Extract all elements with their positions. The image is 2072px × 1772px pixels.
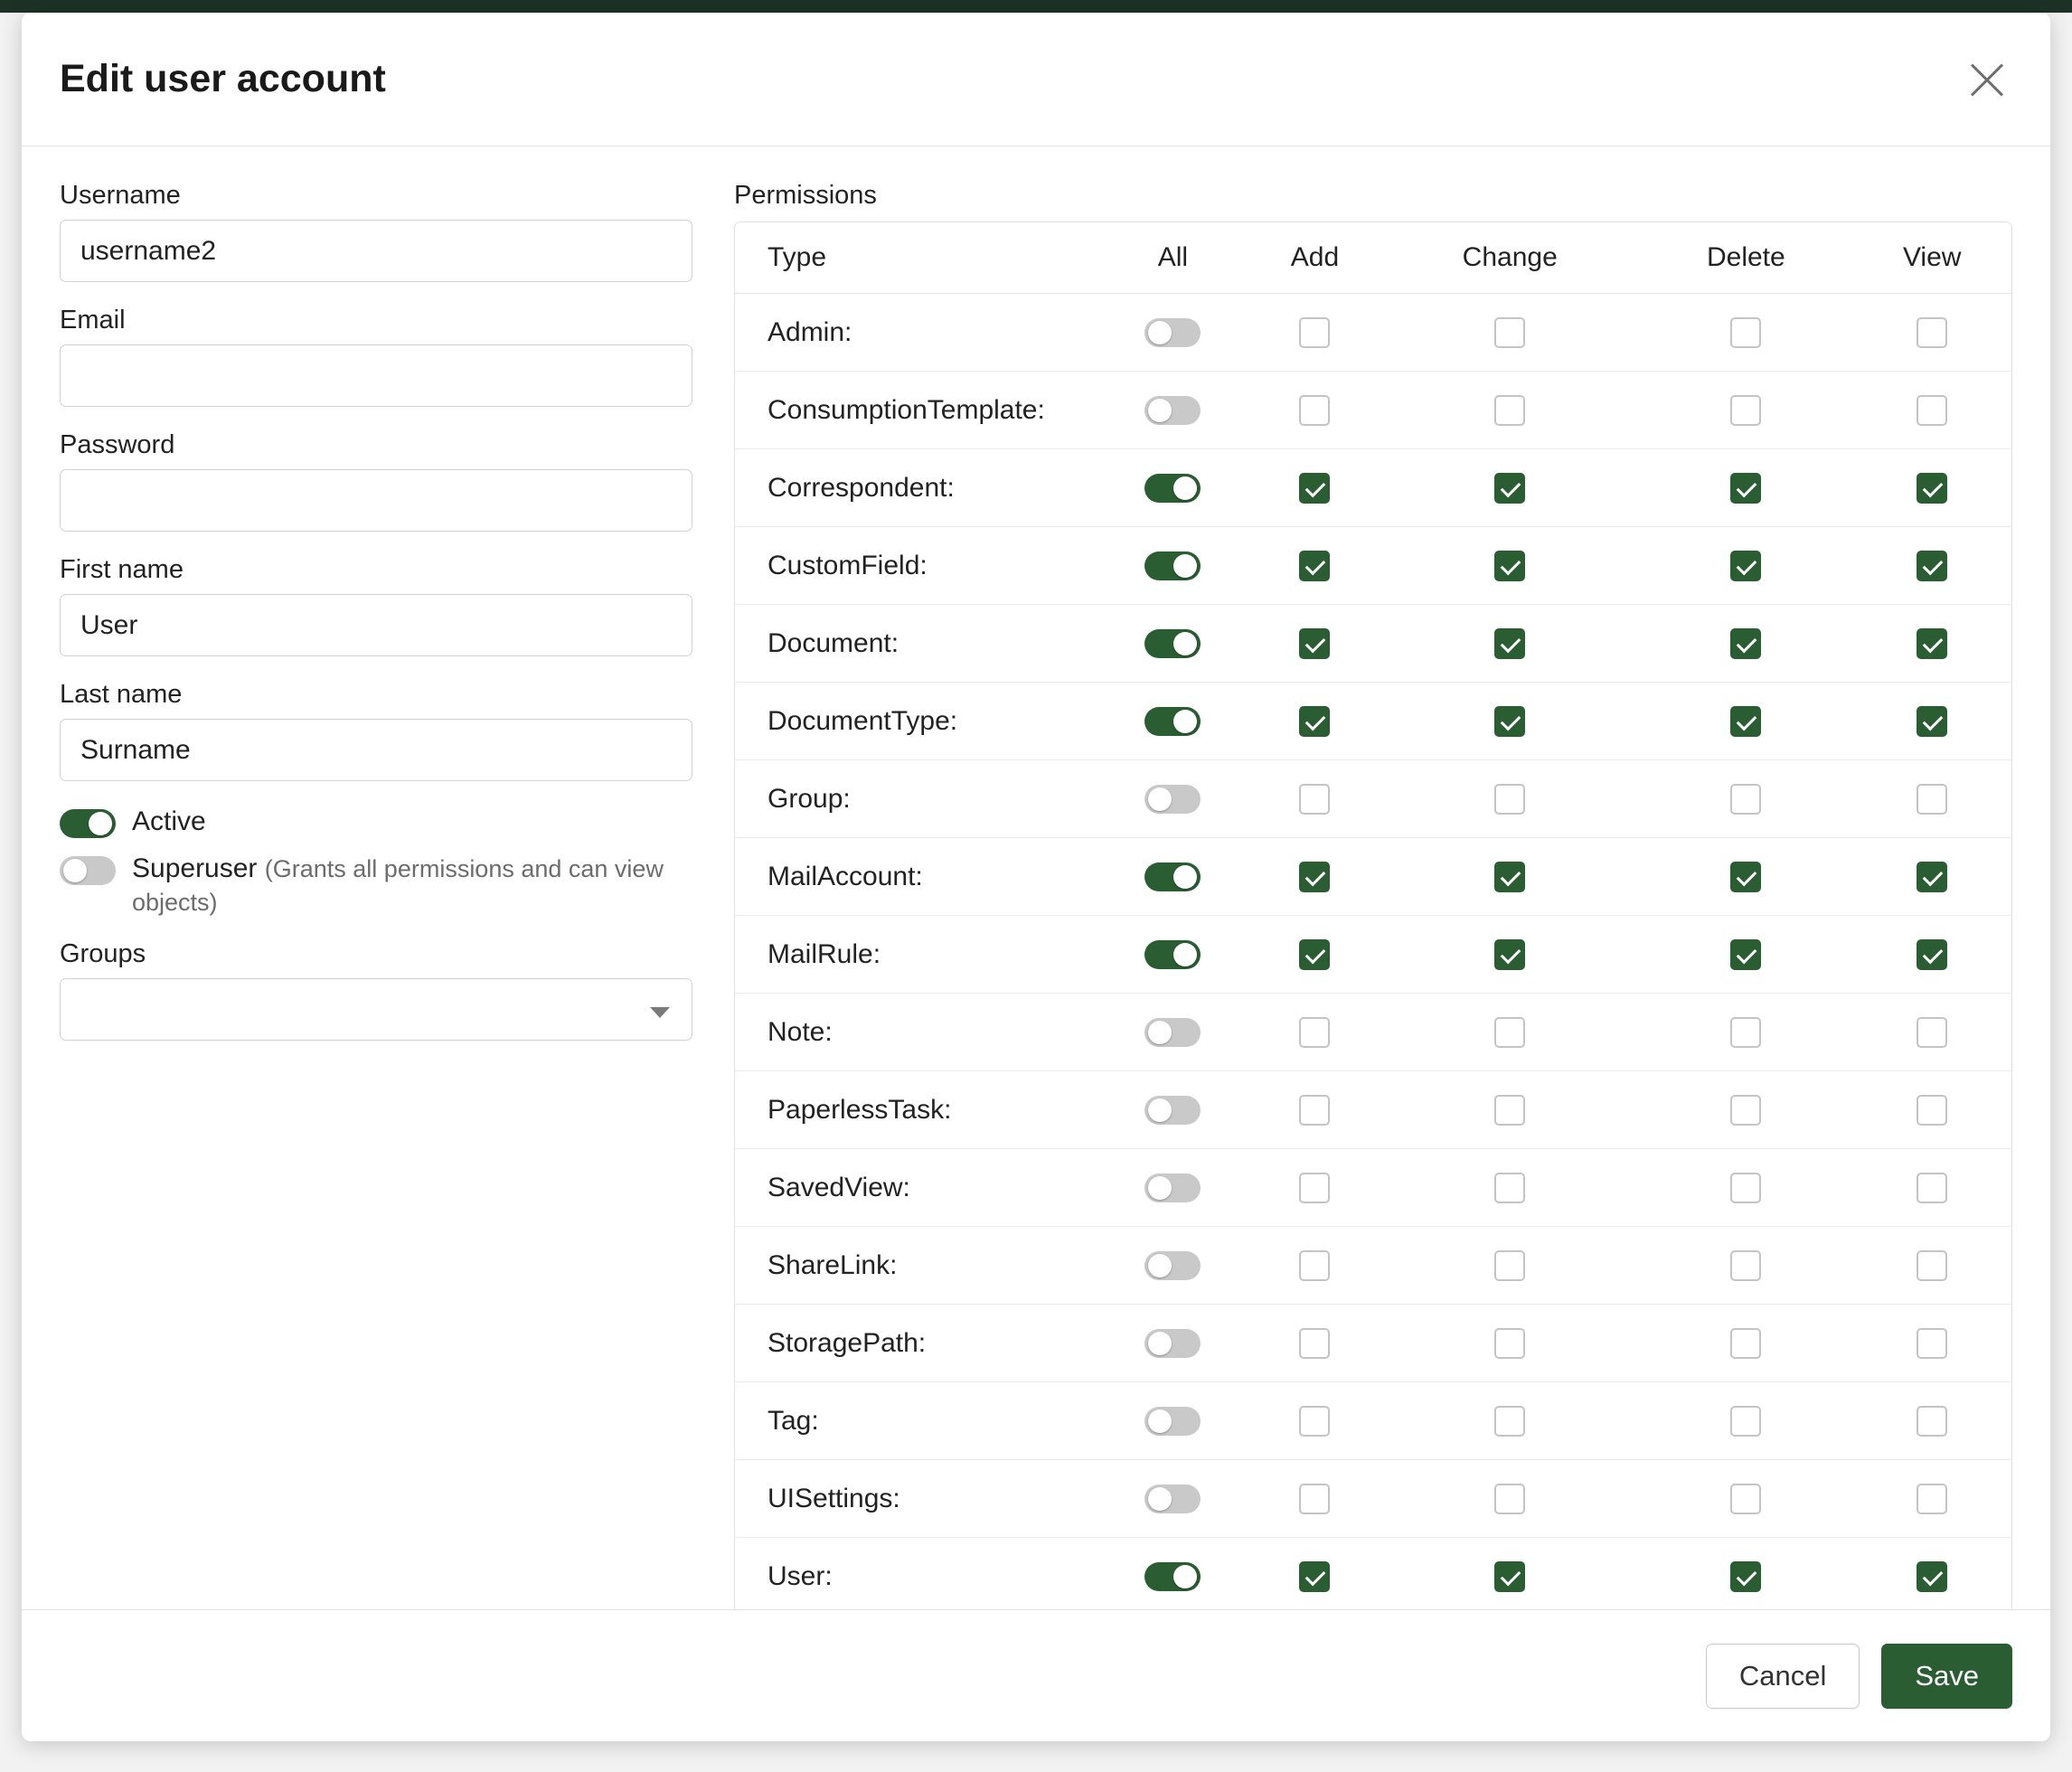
permission-view-checkbox-cell: [1852, 838, 2011, 916]
permission-change-checkbox-cell: [1380, 1382, 1639, 1460]
permission-type-label: PaperlessTask:: [735, 1071, 1097, 1149]
permission-view-checkbox-cell: [1852, 683, 2011, 760]
permission-type-label: Note:: [735, 994, 1097, 1071]
permission-change-checkbox[interactable]: [1494, 1250, 1525, 1281]
permission-all-cell: [1097, 1149, 1249, 1227]
permission-delete-checkbox[interactable]: [1730, 628, 1761, 659]
permission-view-checkbox[interactable]: [1917, 784, 1947, 815]
page-title: Edit user account: [60, 57, 386, 100]
permission-view-checkbox-cell: [1852, 1538, 2011, 1610]
permission-delete-checkbox[interactable]: [1730, 473, 1761, 504]
permission-all-cell: [1097, 1071, 1249, 1149]
permission-add-checkbox-cell: [1249, 372, 1380, 449]
permission-all-cell: [1097, 916, 1249, 994]
permission-delete-checkbox[interactable]: [1730, 706, 1761, 737]
permission-view-checkbox-cell: [1852, 372, 2011, 449]
permission-delete-checkbox[interactable]: [1730, 1017, 1761, 1048]
permission-add-checkbox-cell: [1249, 683, 1380, 760]
permission-delete-checkbox-cell: [1639, 994, 1852, 1071]
permission-add-checkbox[interactable]: [1299, 473, 1330, 504]
table-row: [735, 372, 2011, 449]
permission-add-checkbox-cell: [1249, 1071, 1380, 1149]
permission-change-checkbox[interactable]: [1494, 939, 1525, 970]
permission-delete-checkbox[interactable]: [1730, 1561, 1761, 1592]
permission-add-checkbox[interactable]: [1299, 628, 1330, 659]
permissions-section: [734, 181, 2012, 1609]
permission-view-checkbox-cell: [1852, 916, 2011, 994]
permission-delete-checkbox-cell: [1639, 605, 1852, 683]
table-row: [735, 838, 2011, 916]
column-header-change: Change: [1380, 222, 1639, 294]
permission-view-checkbox[interactable]: [1917, 1017, 1947, 1048]
superuser-toggle[interactable]: [60, 856, 116, 885]
table-row: [735, 916, 2011, 994]
email-label: Email: [60, 306, 126, 335]
permission-change-checkbox[interactable]: [1494, 784, 1525, 815]
permission-all-toggle[interactable]: [1144, 1251, 1201, 1280]
permission-delete-checkbox-cell: [1639, 1382, 1852, 1460]
permission-change-checkbox-cell: [1380, 994, 1639, 1071]
permission-delete-checkbox-cell: [1639, 449, 1852, 527]
permission-change-checkbox-cell: [1380, 449, 1639, 527]
permission-change-checkbox-cell: [1380, 372, 1639, 449]
permission-add-checkbox[interactable]: [1299, 939, 1330, 970]
permission-all-toggle[interactable]: [1144, 862, 1201, 891]
permission-delete-checkbox-cell: [1639, 916, 1852, 994]
permission-view-checkbox[interactable]: [1917, 628, 1947, 659]
column-header-view: View: [1852, 222, 2011, 294]
permission-type-label: ShareLink:: [735, 1227, 1097, 1305]
permission-all-toggle[interactable]: [1144, 1329, 1201, 1358]
permission-all-toggle[interactable]: [1144, 707, 1201, 736]
permission-type-label: Correspondent:: [735, 449, 1097, 527]
permission-type-label: Group:: [735, 760, 1097, 838]
permission-delete-checkbox-cell: [1639, 760, 1852, 838]
permission-add-checkbox-cell: [1249, 1460, 1380, 1538]
permission-view-checkbox[interactable]: [1917, 862, 1947, 892]
permission-change-checkbox[interactable]: [1494, 628, 1525, 659]
permission-view-checkbox-cell: [1852, 1071, 2011, 1149]
permission-add-checkbox-cell: [1249, 1305, 1380, 1382]
permission-type-label: Tag:: [735, 1382, 1097, 1460]
permission-delete-checkbox[interactable]: [1730, 1328, 1761, 1359]
permission-all-cell: [1097, 1305, 1249, 1382]
permission-type-label: CustomField:: [735, 527, 1097, 605]
permission-view-checkbox-cell: [1852, 1149, 2011, 1227]
permission-all-toggle[interactable]: [1144, 1096, 1201, 1125]
table-row: [735, 1305, 2011, 1382]
permission-add-checkbox[interactable]: [1299, 784, 1330, 815]
dialog-footer: [22, 1609, 2050, 1741]
superuser-text: Superuser: [132, 853, 258, 883]
table-row: [735, 1071, 2011, 1149]
permission-add-checkbox[interactable]: [1299, 395, 1330, 426]
groups-select[interactable]: [60, 978, 692, 1041]
chevron-down-icon: [650, 1007, 670, 1018]
permission-add-checkbox-cell: [1249, 916, 1380, 994]
permission-view-checkbox[interactable]: [1917, 1328, 1947, 1359]
permission-all-toggle[interactable]: [1144, 629, 1201, 658]
permission-view-checkbox-cell: [1852, 1227, 2011, 1305]
column-header-all: All: [1097, 222, 1249, 294]
permission-view-checkbox-cell: [1852, 760, 2011, 838]
permission-delete-checkbox-cell: [1639, 1071, 1852, 1149]
permission-all-toggle[interactable]: [1144, 318, 1201, 347]
permission-delete-checkbox-cell: [1639, 527, 1852, 605]
permission-add-checkbox[interactable]: [1299, 1328, 1330, 1359]
permission-add-checkbox[interactable]: [1299, 1406, 1330, 1437]
active-toggle[interactable]: [60, 809, 116, 838]
username-input[interactable]: [60, 220, 692, 282]
permission-all-cell: [1097, 838, 1249, 916]
permission-change-checkbox[interactable]: [1494, 1561, 1525, 1592]
permission-all-cell: [1097, 1460, 1249, 1538]
permission-all-toggle[interactable]: [1144, 1018, 1201, 1047]
permission-delete-checkbox-cell: [1639, 683, 1852, 760]
permission-add-checkbox-cell: [1249, 449, 1380, 527]
permission-delete-checkbox-cell: [1639, 1460, 1852, 1538]
permission-view-checkbox[interactable]: [1917, 1095, 1947, 1126]
permission-delete-checkbox[interactable]: [1730, 1406, 1761, 1437]
active-label: Active: [132, 806, 206, 836]
last-name-input[interactable]: [60, 719, 692, 781]
permission-type-label: StoragePath:: [735, 1305, 1097, 1382]
table-row: [735, 449, 2011, 527]
permission-all-cell: [1097, 449, 1249, 527]
permission-add-checkbox[interactable]: [1299, 1017, 1330, 1048]
permission-change-checkbox[interactable]: [1494, 551, 1525, 581]
permission-add-checkbox[interactable]: [1299, 1484, 1330, 1514]
password-label: Password: [60, 430, 175, 459]
email-field[interactable]: [60, 344, 692, 407]
table-row: [735, 1227, 2011, 1305]
permission-delete-checkbox[interactable]: [1730, 1250, 1761, 1281]
permission-change-checkbox-cell: [1380, 838, 1639, 916]
permission-type-label: MailRule:: [735, 916, 1097, 994]
dialog-header: [22, 13, 2050, 146]
permission-delete-checkbox[interactable]: [1730, 551, 1761, 581]
permission-view-checkbox-cell: [1852, 1460, 2011, 1538]
permissions-label: Permissions: [734, 181, 877, 210]
column-header-add: Add: [1249, 222, 1380, 294]
permission-add-checkbox-cell: [1249, 760, 1380, 838]
permission-change-checkbox-cell: [1380, 605, 1639, 683]
superuser-row: [60, 852, 692, 919]
permission-delete-checkbox-cell: [1639, 1538, 1852, 1610]
permission-add-checkbox-cell: [1249, 994, 1380, 1071]
column-header-type: Type: [735, 222, 1097, 294]
permission-delete-checkbox[interactable]: [1730, 862, 1761, 892]
permission-type-label: MailAccount:: [735, 838, 1097, 916]
permission-all-toggle[interactable]: [1144, 785, 1201, 814]
permission-type-label: UISettings:: [735, 1460, 1097, 1538]
permission-change-checkbox[interactable]: [1494, 317, 1525, 348]
permission-add-checkbox[interactable]: [1299, 1561, 1330, 1592]
permission-change-checkbox-cell: [1380, 1227, 1639, 1305]
permission-add-checkbox-cell: [1249, 527, 1380, 605]
permission-all-toggle[interactable]: [1144, 551, 1201, 580]
permission-change-checkbox-cell: [1380, 1305, 1639, 1382]
permission-view-checkbox[interactable]: [1917, 1561, 1947, 1592]
permission-change-checkbox[interactable]: [1494, 1095, 1525, 1126]
permission-type-label: Admin:: [735, 294, 1097, 372]
permission-delete-checkbox[interactable]: [1730, 939, 1761, 970]
permission-change-checkbox-cell: [1380, 916, 1639, 994]
permission-view-checkbox-cell: [1852, 294, 2011, 372]
first-name-label: First name: [60, 555, 184, 584]
permission-view-checkbox-cell: [1852, 994, 2011, 1071]
permission-view-checkbox[interactable]: [1917, 473, 1947, 504]
first-name-input[interactable]: [60, 594, 692, 656]
table-row: [735, 1460, 2011, 1538]
table-row: [735, 994, 2011, 1071]
permission-change-checkbox-cell: [1380, 1460, 1639, 1538]
permission-delete-checkbox[interactable]: [1730, 784, 1761, 815]
permission-delete-checkbox-cell: [1639, 372, 1852, 449]
permission-change-checkbox[interactable]: [1494, 1017, 1525, 1048]
permission-add-checkbox[interactable]: [1299, 1095, 1330, 1126]
table-row: [735, 1382, 2011, 1460]
password-field[interactable]: [60, 469, 692, 532]
permission-view-checkbox[interactable]: [1917, 1173, 1947, 1203]
permission-add-checkbox-cell: [1249, 1227, 1380, 1305]
permission-delete-checkbox-cell: [1639, 838, 1852, 916]
permission-add-checkbox[interactable]: [1299, 1250, 1330, 1281]
permission-view-checkbox[interactable]: [1917, 551, 1947, 581]
permission-delete-checkbox-cell: [1639, 1305, 1852, 1382]
permission-type-label: ConsumptionTemplate:: [735, 372, 1097, 449]
table-row: [735, 683, 2011, 760]
permission-delete-checkbox[interactable]: [1730, 1484, 1761, 1514]
permission-all-cell: [1097, 994, 1249, 1071]
permission-type-label: User:: [768, 1560, 833, 1591]
permission-add-checkbox[interactable]: [1299, 1173, 1330, 1203]
permission-delete-checkbox-cell: [1639, 1149, 1852, 1227]
permission-change-checkbox[interactable]: [1494, 706, 1525, 737]
permission-all-cell: [1097, 1382, 1249, 1460]
permission-change-checkbox[interactable]: [1494, 473, 1525, 504]
save-button[interactable]: Save: [1881, 1644, 2012, 1709]
close-icon[interactable]: [1962, 54, 2012, 105]
permission-change-checkbox[interactable]: [1494, 1484, 1525, 1514]
permissions-table: [734, 222, 2012, 1609]
cancel-button[interactable]: Cancel: [1706, 1644, 1860, 1709]
permission-all-toggle[interactable]: [1144, 1485, 1201, 1513]
permission-view-checkbox[interactable]: [1917, 395, 1947, 426]
permission-delete-checkbox[interactable]: [1730, 395, 1761, 426]
table-row: [735, 294, 2011, 372]
permission-change-checkbox-cell: [1380, 760, 1639, 838]
permission-add-checkbox-cell: [1249, 1149, 1380, 1227]
permission-type-label: SavedView:: [735, 1149, 1097, 1227]
permission-all-toggle[interactable]: [1144, 1562, 1201, 1591]
username-label: Username: [60, 181, 181, 210]
permission-delete-checkbox[interactable]: [1730, 1095, 1761, 1126]
permission-all-cell: [1097, 527, 1249, 605]
permission-view-checkbox[interactable]: [1917, 1250, 1947, 1281]
permission-change-checkbox[interactable]: [1494, 395, 1525, 426]
permission-change-checkbox-cell: [1380, 1538, 1639, 1610]
permission-view-checkbox[interactable]: [1917, 939, 1947, 970]
permission-change-checkbox[interactable]: [1494, 1406, 1525, 1437]
permission-change-checkbox[interactable]: [1494, 1328, 1525, 1359]
permission-type-label: Document:: [735, 605, 1097, 683]
permission-view-checkbox[interactable]: [1917, 317, 1947, 348]
permission-all-toggle[interactable]: [1144, 396, 1201, 425]
account-details-form: [60, 181, 692, 1609]
permission-view-checkbox-cell: [1852, 449, 2011, 527]
table-row: [735, 1149, 2011, 1227]
permission-add-checkbox-cell: [1249, 1382, 1380, 1460]
permission-delete-checkbox[interactable]: [1730, 1173, 1761, 1203]
active-row: [60, 805, 692, 839]
permission-all-toggle[interactable]: [1144, 474, 1201, 503]
groups-label: Groups: [60, 938, 146, 968]
permission-all-cell: [1097, 294, 1249, 372]
permission-all-cell: [1097, 372, 1249, 449]
permission-all-cell: [1097, 683, 1249, 760]
permission-delete-checkbox-cell: [1639, 294, 1852, 372]
permission-change-checkbox-cell: [1380, 1149, 1639, 1227]
last-name-label: Last name: [60, 680, 183, 709]
edit-user-account-dialog: [22, 13, 2050, 1741]
table-row: [735, 760, 2011, 838]
permission-change-checkbox-cell: [1380, 527, 1639, 605]
table-row: [735, 1538, 2011, 1610]
permission-add-checkbox[interactable]: [1299, 706, 1330, 737]
permission-change-checkbox[interactable]: [1494, 1173, 1525, 1203]
superuser-hint: (Grants all permissions and can view objects): [132, 854, 664, 916]
permissions-header-row: [735, 222, 2011, 294]
permission-add-checkbox[interactable]: [1299, 317, 1330, 348]
permission-all-cell: [1097, 1538, 1249, 1610]
superuser-label: [132, 852, 674, 919]
permission-view-checkbox[interactable]: [1917, 706, 1947, 737]
permission-all-toggle[interactable]: [1144, 1407, 1201, 1436]
permission-add-checkbox[interactable]: [1299, 862, 1330, 892]
permission-delete-checkbox-cell: [1639, 1227, 1852, 1305]
table-row: [735, 605, 2011, 683]
table-row: [735, 527, 2011, 605]
permission-view-checkbox-cell: [1852, 1305, 2011, 1382]
dialog-body: [22, 146, 2050, 1609]
permission-add-checkbox-cell: [1249, 294, 1380, 372]
permission-all-cell: [1097, 1227, 1249, 1305]
permission-add-checkbox-cell: [1249, 605, 1380, 683]
permission-all-toggle[interactable]: [1144, 940, 1201, 969]
permission-all-cell: [1097, 605, 1249, 683]
permission-change-checkbox-cell: [1380, 294, 1639, 372]
permission-delete-checkbox[interactable]: [1730, 317, 1761, 348]
permission-change-checkbox-cell: [1380, 1071, 1639, 1149]
permission-view-checkbox-cell: [1852, 527, 2011, 605]
permission-type-label: DocumentType:: [735, 683, 1097, 760]
permission-all-toggle[interactable]: [1144, 1173, 1201, 1202]
permission-view-checkbox-cell: [1852, 1382, 2011, 1460]
permission-all-cell: [1097, 760, 1249, 838]
permission-change-checkbox[interactable]: [1494, 862, 1525, 892]
permission-change-checkbox-cell: [1380, 683, 1639, 760]
permission-view-checkbox[interactable]: [1917, 1406, 1947, 1437]
column-header-delete: Delete: [1639, 222, 1852, 294]
permission-add-checkbox[interactable]: [1299, 551, 1330, 581]
permission-add-checkbox-cell: [1249, 838, 1380, 916]
permission-view-checkbox-cell: [1852, 605, 2011, 683]
permission-add-checkbox-cell: [1249, 1538, 1380, 1610]
permission-view-checkbox[interactable]: [1917, 1484, 1947, 1514]
